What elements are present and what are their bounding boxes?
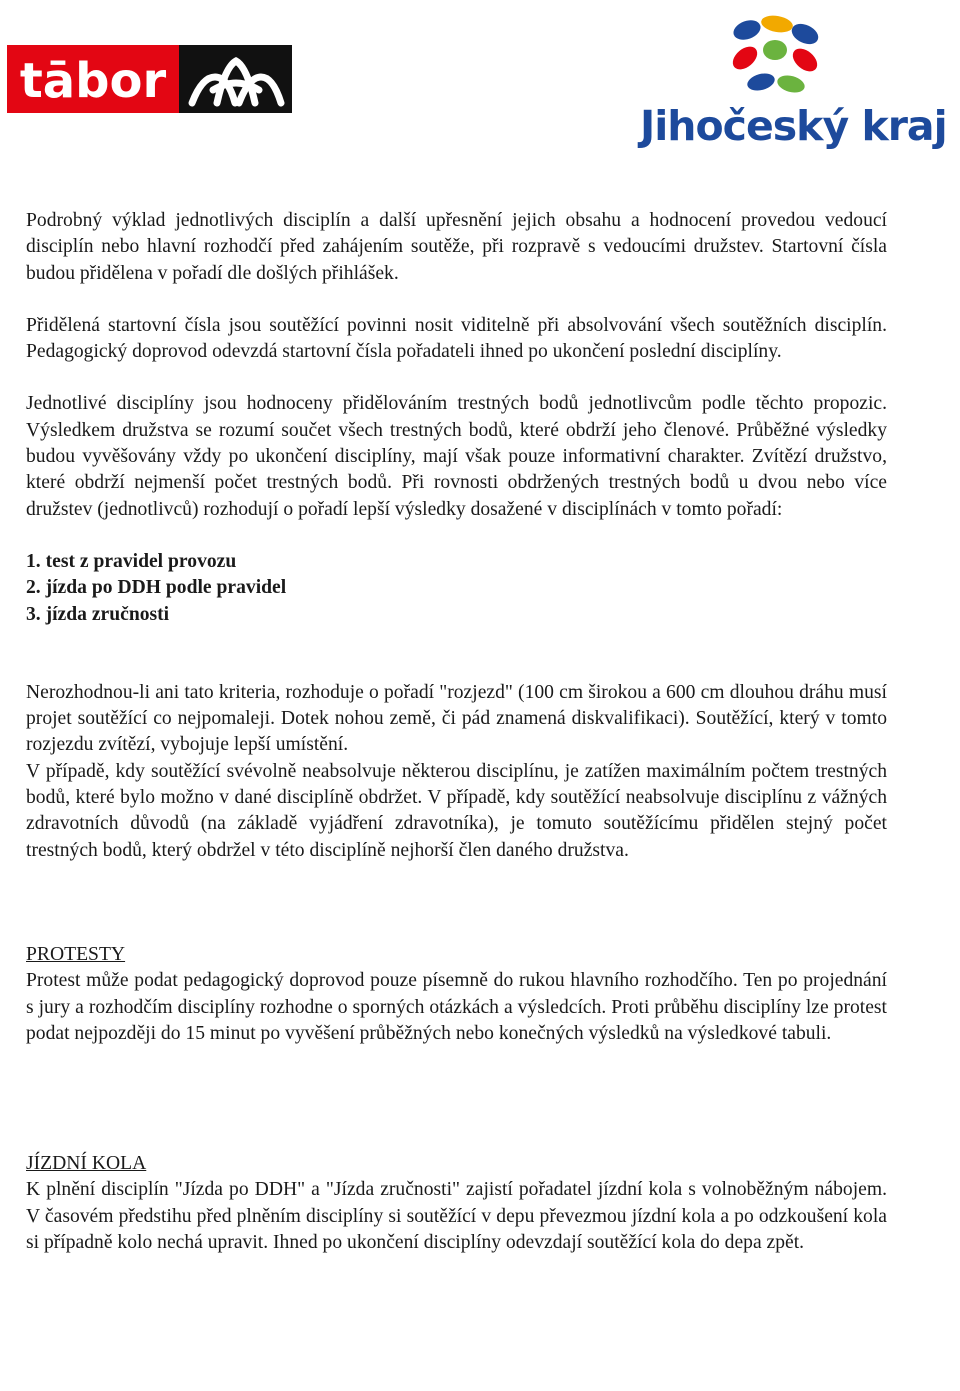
paragraph-protesty: Protest může podat pedagogický doprovod pouze písemně do rukou hlavního rozhodčího. Ten po projednání s jury a rozhodčím disciplíny rozhodne o sporných otázkách a výsledcích. Proti průběhu disciplíny lze protest podat nejpozději do 15 minut po vyvěšení průběžných nebo konečných výsledků na výsledkové tabuli. [26, 970, 887, 1044]
document-body [26, 208, 887, 1256]
jihocesky-kraj-logo [640, 10, 952, 155]
ranking-item: 1. test z pravidel provozu [26, 550, 237, 572]
section-heading-jizdni-kola: JÍZDNÍ KOLA [26, 1153, 147, 1175]
paragraph-jizdni-kola: K plnění disciplín "Jízda po DDH" a "Jízda zručnosti" zajistí pořadatel jízdní kola s volnoběžným nábojem. V časovém předstihu před plněním disciplíny si soutěžící v depu převezmou jízdní kola a po odzkoušení kola si případně kolo nechá upravit. Ihned po ukončení disciplíny odevzdají soutěžící kola do depa zpět. [26, 1179, 887, 1254]
paragraph-penalty: V případě, kdy soutěžící svévolně neabsolvuje některou disciplínu, je zatížen maximálním počtem trestných bodů, které bylo možno v dané disciplíně obdržet. V případě, kdy soutěžící neabsolvuje disciplínu z vážných zdravotních důvodů (na základě vyjádření zdravotníka), je tomuto soutěžícímu přidělen stejný počet trestných bodů, který obdržel v této disciplíně nejhorší člen daného družstva. [26, 760, 887, 861]
paragraph-start-numbers: Přidělená startovní čísla jsou soutěžící povinni nosit viditelně při absolvování všech soutěžních disciplín. Pedagogický doprovod odevzdá startovní čísla pořadateli ihned po ukončení poslední disciplíny. [26, 314, 887, 363]
ranking-item: 3. jízda zručnosti [26, 603, 170, 625]
tabor-logo [7, 45, 292, 113]
ranking-list [26, 549, 887, 628]
section-heading-protesty: PROTESTY [26, 943, 126, 965]
tabor-logo-text: tābor [19, 53, 167, 109]
paragraph-scoring: Jednotlivé disciplíny jsou hodnoceny přidělováním trestných bodů jednotlivcům podle těchto propozic. Výsledkem družstva se rozumí součet všech trestných bodů, které obdrží jeho členové. Průběžné výsledky budou vyvěšovány vždy po ukončení disciplíny, mají však pouze informativní charakter. Zvítězí družstvo, které obdrží nejmenší počet trestných bodů. Při rovnosti obdržených trestných bodů u dvou nebo více družstev (jednotlivců) rozhodují o pořadí lepší výsledky dosažené v disciplínách v tomto pořadí: [26, 393, 887, 520]
jihocesky-kraj-logo-text: Jihočeský kraj [640, 102, 947, 150]
paragraph-judging-intro: Podrobný výklad jednotlivých disciplín a další upřesnění jejich obsahu a hodnocení provedou vedoucí disciplín nebo hlavní rozhodčí před zahájením soutěže, při rozpravě s vedoucími družstev. Startovní čísla budou přidělena v pořadí dle došlých přihlášek. [26, 210, 887, 284]
ranking-item: 2. jízda po DDH podle pravidel [26, 577, 287, 599]
paragraph-tiebreak: Nerozhodnou-li ani tato kriteria, rozhoduje o pořadí "rozjezd" (100 cm širokou a 600 cm dlouhou dráhu musí projet soutěžící co nejpomaleji. Dotek nohou země, či pád znamená diskvalifikaci). Soutěžící, který v tomto rozjezdu zvítězí, vybojuje lepší umístění. [26, 681, 887, 756]
